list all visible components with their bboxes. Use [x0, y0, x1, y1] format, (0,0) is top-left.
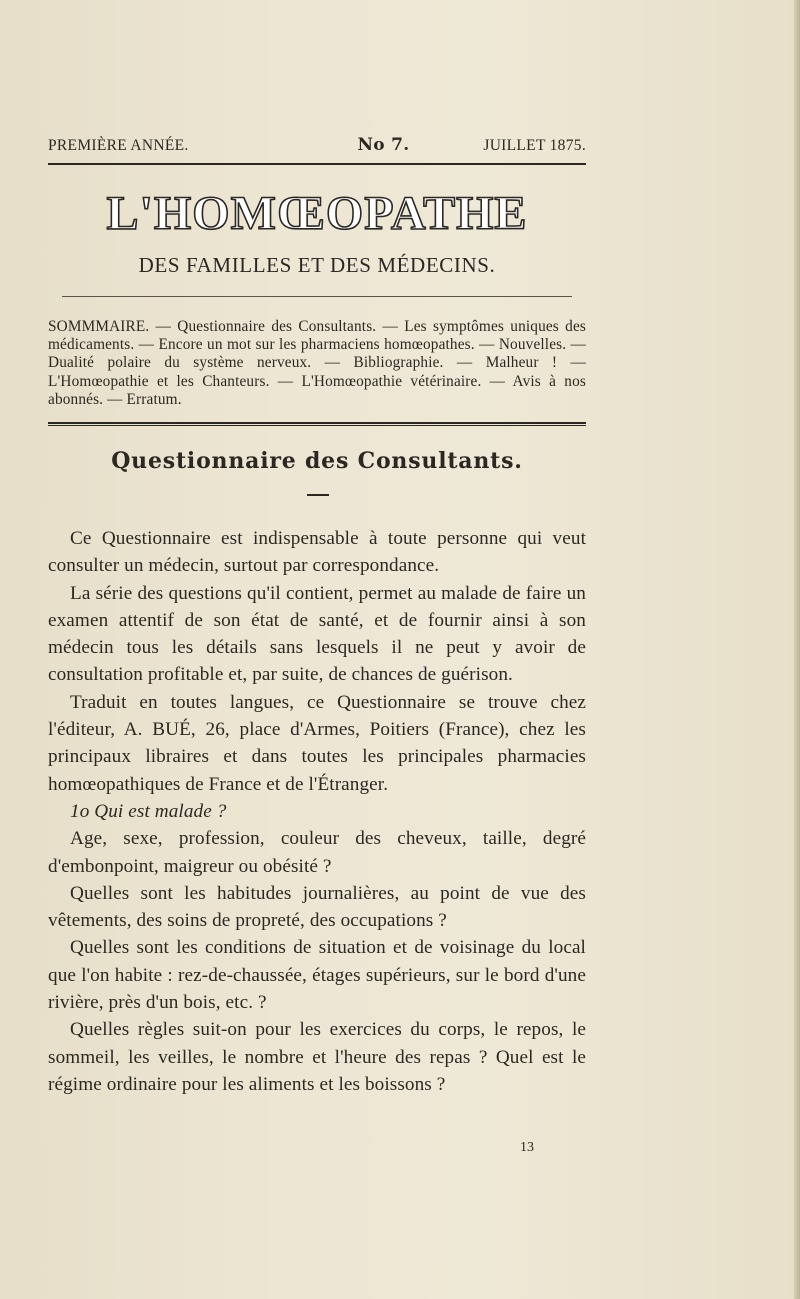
masthead-title: L'HOMŒOPATHE: [106, 187, 528, 240]
header-rule: [48, 163, 586, 165]
header-date: JUILLET 1875.: [483, 137, 586, 154]
contents-rule-thick: [48, 422, 586, 424]
article-body: [48, 525, 586, 1098]
contents-rule-thin: [48, 425, 586, 426]
masthead-subtitle: DES FAMILLES ET DES MÉDECINS.: [138, 253, 496, 277]
paragraph: Quelles sont les habitudes journalières, au point de vue des vêtements, des soins de propreté, des occupations ?: [48, 882, 586, 932]
paragraph: Quelles règles suit-on pour les exercices du corps, le repos, le sommeil, les veilles, le nombre et l'heure des repas ? Quel est le régime ordinaire pour les aliments et les boissons ?: [48, 1019, 586, 1095]
header-year: PREMIÈRE ANNÉE.: [48, 137, 189, 154]
paragraph: Traduit en toutes langues, ce Questionnaire se trouve chez l'éditeur, A. BUÉ, 26, place d'Armes, Poitiers (France), chez les principaux libraires et dans toutes les principales pharmacies homœopathiques de France et de l'Étranger.: [48, 691, 586, 795]
table-of-contents: SOMMMAIRE. — Questionnaire des Consultants. — Les symptômes uniques des médicaments. — Encore un mot sur les pharmaciens homœopathes. — Nouvelles. — Dualité polaire du système nerveux. — Bibliographie. — Malheur ! — L'Homœopathie et les Chanteurs. — L'Homœopathie vétérinaire. — Avis à nos abonnés. — Erratum.: [48, 318, 586, 408]
section-dash: [307, 494, 329, 496]
question-heading: 1o Qui est malade ?: [70, 800, 227, 822]
section-heading: Questionnaire des Consultants.: [111, 448, 523, 474]
masthead-rule: [62, 296, 572, 297]
paragraph: Age, sexe, profession, couleur des cheveux, taille, degré d'embonpoint, maigreur ou obésité ?: [48, 828, 586, 877]
page-number: 13: [520, 1140, 534, 1155]
paragraph: Quelles sont les conditions de situation et de voisinage du local que l'on habite : rez-de-chaussée, étages supérieurs, sur le bord d'une rivière, près d'un bois, etc. ?: [48, 937, 586, 1014]
paragraph: La série des questions qu'il contient, permet au malade de faire un examen attentif de son état de santé, et de fournir ainsi à son médecin tous les détails sans lesquels il ne peut y avoir de consultation profitable et, par suite, de chances de guérison.: [48, 582, 586, 686]
running-header: [48, 135, 586, 157]
header-issue-number: No 7.: [357, 135, 410, 155]
page-edge: [794, 0, 800, 1299]
paragraph: Ce Questionnaire est indispensable à toute personne qui veut consulter un médecin, surtout par correspondance.: [48, 528, 586, 577]
